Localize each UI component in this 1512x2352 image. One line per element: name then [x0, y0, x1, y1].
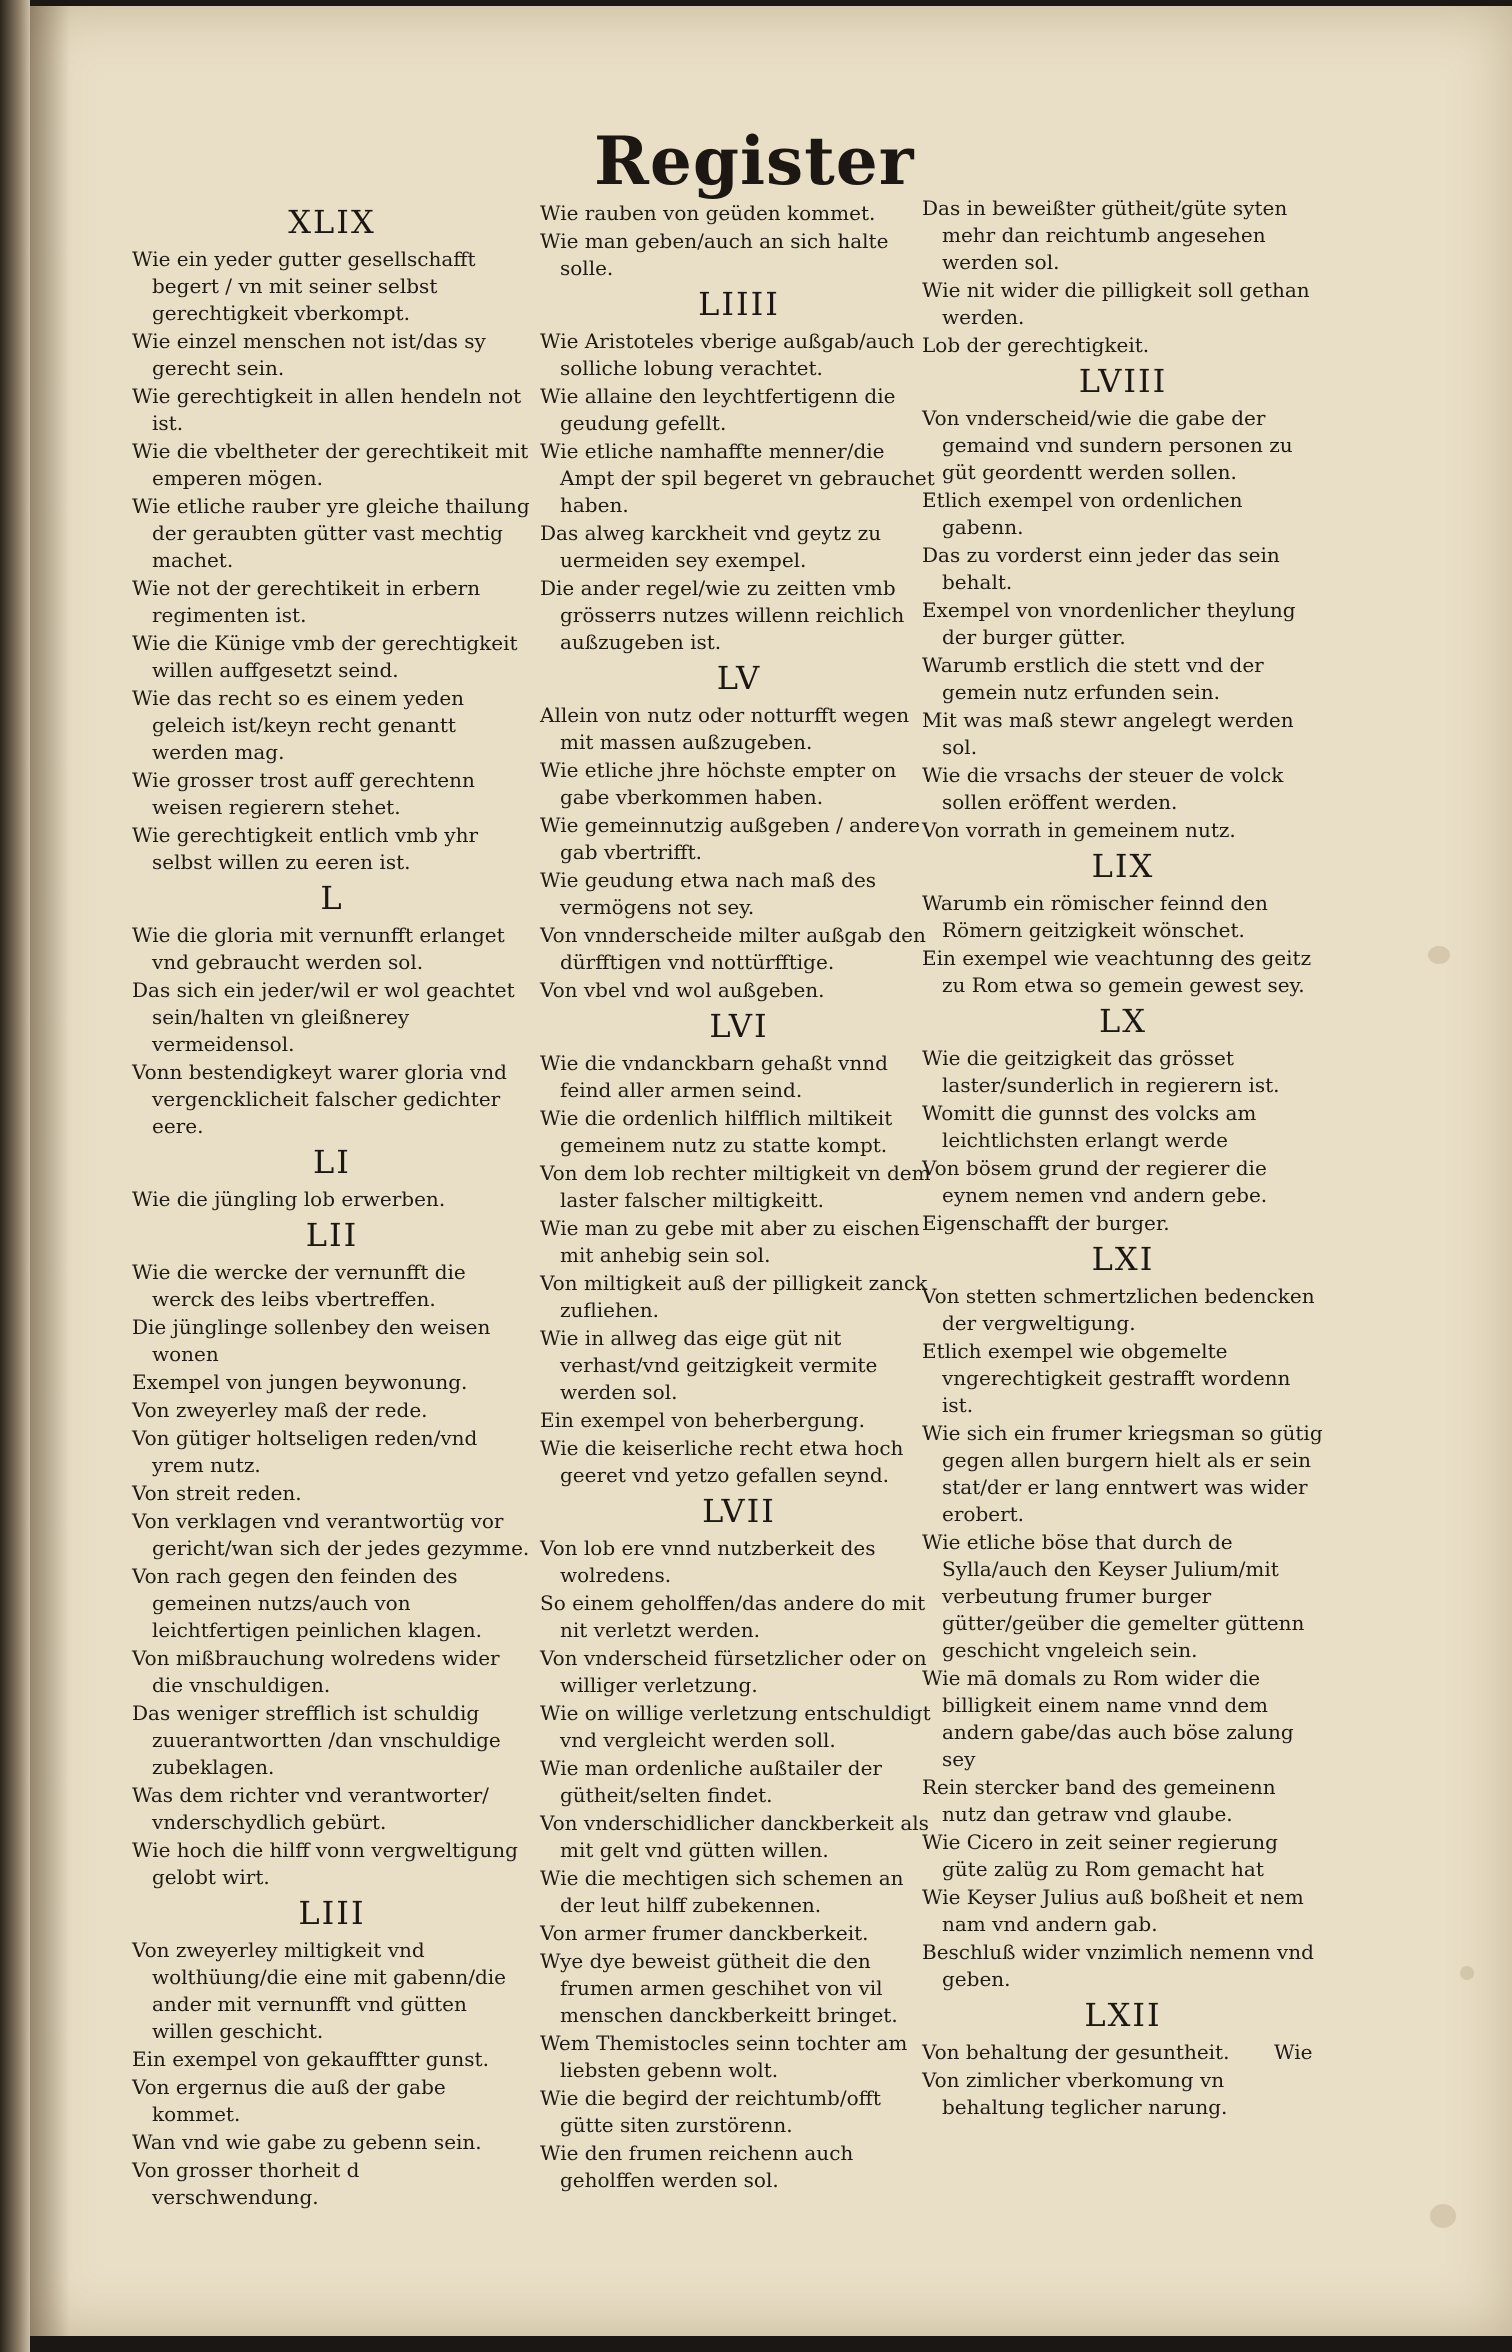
- register-entry: Von vbel vnd wol außgeben.: [540, 978, 825, 1002]
- register-entry: Wie etliche namhaffte menner/die Ampt der spil begeret vn gebrauchet haben.: [540, 439, 935, 517]
- register-entry: Wie Aristoteles vberige außgab/auch solliche lobung verachtet.: [540, 329, 915, 380]
- register-column-1: [132, 200, 532, 2212]
- chapter-heading: LX: [1098, 1002, 1148, 1040]
- chapter-heading: LIIII: [698, 285, 780, 323]
- register-entry: Wie man geben/auch an sich halte solle.: [540, 229, 889, 280]
- paper-stain: [1460, 1966, 1474, 1980]
- register-entry: Wie man ordenliche außtailer der gütheit/selten findet.: [540, 1756, 882, 1807]
- register-entry: Von zweyerley miltigkeit vnd wolthüung/die eine mit gabenn/die ander mit vernunfft vnd gütten willen geschicht.: [132, 1938, 507, 2043]
- register-entry: Wie man zu gebe mit aber zu eischen mit anhebig sein sol.: [540, 1216, 920, 1267]
- register-entry: Wie die gloria mit vernunfft erlanget vnd gebraucht werden sol.: [132, 923, 505, 974]
- register-entry: Wie in allweg das eige güt nit verhast/vnd geitzigkeit vermite werden sol.: [540, 1326, 878, 1404]
- register-entry: Etlich exempel wie obgemelte vngerechtigkeit gestrafft wordenn ist.: [922, 1339, 1291, 1417]
- register-entry: Eigenschafft der burger.: [922, 1211, 1170, 1235]
- register-entry: Warumb ein römischer feinnd den Römern geitzigkeit wönschet.: [922, 891, 1268, 942]
- book-spine-edge: [0, 0, 30, 2352]
- register-entry: Wie allaine den leychtfertigenn die geudung gefellt.: [540, 384, 896, 435]
- chapter-heading: XLIX: [288, 203, 376, 241]
- register-entry: Wie gemeinnutzig außgeben / andere gab vbertrifft.: [540, 813, 921, 864]
- chapter-heading: LV: [716, 659, 762, 697]
- register-entry: Wie die keiserliche recht etwa hoch geeret vnd yetzo gefallen seynd.: [540, 1436, 904, 1487]
- register-entry: Das in beweißter gütheit/güte syten mehr dan reichtumb angesehen werden sol.: [922, 196, 1288, 274]
- gutter-shadow: [30, 6, 70, 2336]
- register-entry: Ein exempel wie veachtunng des geitz zu Rom etwa so gemein gewest sey.: [922, 946, 1312, 997]
- register-entry: Was dem richter vnd verantworter/ vnderschydlich gebürt.: [132, 1783, 489, 1834]
- chapter-heading: LIII: [298, 1894, 366, 1932]
- register-entry: Wie die begird der reichtumb/offt gütte siten zurstörenn.: [540, 2086, 881, 2137]
- register-entry: Von grosser thorheit d verschwendung.: [132, 2158, 360, 2209]
- register-entry: Wie etliche böse that durch de Sylla/auch den Keyser Julium/mit verbeutung frumer burger gütter/geüber die gemelter güttenn geschicht vngeleich sein.: [922, 1530, 1305, 1662]
- register-entry: Wie etliche rauber yre gleiche thailung der geraubten gütter vast mechtig machet.: [132, 494, 530, 572]
- register-entry: Von vorrath in gemeinem nutz.: [922, 818, 1236, 842]
- register-entry: Das alweg karckheit vnd geytz zu uermeiden sey exempel.: [540, 521, 882, 572]
- register-entry: Von vnnderscheide milter außgab den dürfftigen vnd nottürfftige.: [540, 923, 926, 974]
- register-entry: Wie rauben von geüden kommet.: [540, 201, 876, 225]
- register-entry: Wie die Künige vmb der gerechtigkeit willen auffgesetzt seind.: [132, 631, 518, 682]
- register-entry: So einem geholffen/das andere do mit nit verletzt werden.: [540, 1591, 926, 1642]
- register-entry: Wie Cicero in zeit seiner regierung güte zalüg zu Rom gemacht hat: [922, 1830, 1278, 1881]
- register-entry: Das weniger strefflich ist schuldig zuuerantwortten /dan vnschuldige zubeklagen.: [132, 1701, 501, 1779]
- register-entry: Ein exempel von beherbergung.: [540, 1408, 865, 1432]
- register-entry: Etlich exempel von ordenlichen gabenn.: [922, 488, 1243, 539]
- register-entry: Wie grosser trost auff gerechtenn weisen regierern stehet.: [132, 768, 475, 819]
- register-entry: Von armer frumer danckberkeit.: [540, 1921, 869, 1945]
- register-entry: Wie ein yeder gutter gesellschafft begert / vn mit seiner selbst gerechtigkeit vberkompt.: [132, 247, 476, 325]
- register-entry: Exempel von vnordenlicher theylung der burger gütter.: [922, 598, 1296, 649]
- register-entry: Wie nit wider die pilligkeit soll gethan werden.: [922, 278, 1310, 329]
- register-entry: Von dem lob rechter miltigkeit vn dem laster falscher miltigkeitt.: [540, 1161, 931, 1212]
- register-entry: Von miltigkeit auß der pilligkeit zanck zufliehen.: [540, 1271, 928, 1322]
- register-entry: Wie on willige verletzung entschuldigt vnd vergleicht werden soll.: [540, 1701, 931, 1752]
- chapter-heading: LIX: [1091, 847, 1155, 885]
- register-entry: Von gütiger holtseligen reden/vnd yrem nutz.: [132, 1426, 478, 1477]
- register-entry: Wan vnd wie gabe zu gebenn sein.: [132, 2130, 482, 2154]
- paper-stain: [1430, 2204, 1456, 2228]
- register-entry: Von rach gegen den feinden des gemeinen nutzs/auch von leichtfertigen peinlichen klagen.: [132, 1564, 483, 1642]
- register-entry: Wie die mechtigen sich schemen an der leut hilff zubekennen.: [540, 1866, 904, 1917]
- register-entry: Von zimlicher vberkomung vn behaltung teglicher narung.: [922, 2068, 1228, 2119]
- page-title: Register: [594, 122, 915, 200]
- register-entry: Wie gerechtigkeit in allen hendeln not ist.: [132, 384, 522, 435]
- register-entry: Lob der gerechtigkeit.: [922, 333, 1150, 357]
- register-entry: Wie die wercke der vernunfft die werck des leibs vbertreffen.: [132, 1260, 466, 1311]
- register-entry: Wie etliche jhre höchste empter on gabe vberkommen haben.: [540, 758, 897, 809]
- register-entry: Wie gerechtigkeit entlich vmb yhr selbst willen zu eeren ist.: [132, 823, 479, 874]
- register-entry: Das sich ein jeder/wil er wol geachtet sein/halten vn gleißnerey vermeidensol.: [132, 978, 515, 1056]
- register-entry: Vonn bestendigkeyt warer gloria vnd vergencklicheit falscher gedichter eere.: [132, 1060, 507, 1138]
- register-entry: Wie die vbeltheter der gerechtikeit mit emperen mögen.: [132, 439, 529, 490]
- register-entry: Wie die jüngling lob erwerben.: [132, 1187, 446, 1211]
- register-entry: Wem Themistocles seinn tochter am liebsten gebenn wolt.: [540, 2031, 908, 2082]
- chapter-heading: LXII: [1084, 1996, 1162, 2034]
- register-entry: Von zweyerley maß der rede.: [132, 1398, 428, 1422]
- chapter-heading: LII: [305, 1216, 359, 1254]
- chapter-heading: LI: [313, 1143, 351, 1181]
- chapter-heading: LVI: [709, 1007, 769, 1045]
- catchword: Wie: [1274, 2040, 1313, 2064]
- register-entry: Wye dye beweist gütheit die den frumen armen geschihet von vil menschen danckberkeitt bringet.: [540, 1949, 898, 2027]
- register-entry: Wie sich ein frumer kriegsman so gütig gegen allen burgern hielt als er sein stat/der er lang enntwert was wider erobert.: [922, 1421, 1323, 1526]
- register-entry: Von vnderschidlicher danckberkeit als mit gelt vnd gütten willen.: [540, 1811, 929, 1862]
- register-entry: Wie die ordenlich hilfflich miltikeit gemeinem nutz zu statte kompt.: [540, 1106, 893, 1157]
- register-entry: Von vnderscheid fürsetzlicher oder on williger verletzung.: [540, 1646, 927, 1697]
- chapter-heading: LVIII: [1078, 362, 1168, 400]
- register-entry: Wie geudung etwa nach maß des vermögens not sey.: [540, 868, 877, 919]
- register-entry: Von verklagen vnd verantwortüg vor gericht/wan sich der jedes gezymme.: [132, 1509, 530, 1560]
- register-entry: Wie mā domals zu Rom wider die billigkeit einem name vnnd dem andern gabe/das auch böse zalung sey: [922, 1666, 1294, 1771]
- register-entry: Womitt die gunnst des volcks am leichtlichsten erlangt werde: [922, 1101, 1257, 1152]
- chapter-heading: LXI: [1091, 1240, 1155, 1278]
- register-entry: Wie das recht so es einem yeden geleich ist/keyn recht genantt werden mag.: [132, 686, 465, 764]
- register-entry: Warumb erstlich die stett vnd der gemein nutz erfunden sein.: [922, 653, 1264, 704]
- register-entry: Wie die vrsachs der steuer de volck sollen eröffent werden.: [922, 763, 1284, 814]
- register-entry: Von stetten schmertzlichen bedencken der vergweltigung.: [922, 1284, 1315, 1335]
- paper-stain: [1428, 946, 1450, 964]
- register-entry: Rein stercker band des gemeinenn nutz dan getraw vnd glaube.: [922, 1775, 1276, 1826]
- register-entry: Beschluß wider vnzimlich nemenn vnd geben.: [922, 1940, 1314, 1991]
- register-column-2: [540, 200, 938, 2195]
- register-entry: Von behaltung der gesuntheit.: [922, 2040, 1230, 2064]
- register-entry: Wie die geitzigkeit das grösset laster/sunderlich in regierern ist.: [922, 1046, 1280, 1097]
- register-entry: Von vnderscheid/wie die gabe der gemaind vnd sundern personen zu güt geordentt werden sollen.: [922, 406, 1293, 484]
- register-entry: Von ergernus die auß der gabe kommet.: [132, 2075, 446, 2126]
- register-entry: Von bösem grund der regierer die eynem nemen vnd andern gebe.: [922, 1156, 1268, 1207]
- register-entry: Die ander regel/wie zu zeitten vmb grösserrs nutzes willenn reichlich außzugeben ist.: [540, 576, 905, 654]
- register-entry: Von lob ere vnnd nutzberkeit des wolredens.: [540, 1536, 876, 1587]
- register-entry: Wie die vndanckbarn gehaßt vnnd feind aller armen seind.: [540, 1051, 888, 1102]
- register-entry: Allein von nutz oder notturfft wegen mit massen außzugeben.: [540, 703, 910, 754]
- register-entry: Ein exempel von gekaufftter gunst.: [132, 2047, 489, 2071]
- register-column-3: [922, 195, 1324, 2122]
- register-entry: Wie einzel menschen not ist/das sy gerecht sein.: [132, 329, 486, 380]
- register-entry: Von streit reden.: [132, 1481, 302, 1505]
- register-entry: Das zu vorderst einn jeder das sein behalt.: [922, 543, 1280, 594]
- register-entry: Wie hoch die hilff vonn vergweltigung gelobt wirt.: [132, 1838, 518, 1889]
- register-entry: Mit was maß stewr angelegt werden sol.: [922, 708, 1294, 759]
- chapter-heading: L: [320, 879, 344, 917]
- register-entry: Wie Keyser Julius auß boßheit et nem nam vnd andern gab.: [922, 1885, 1304, 1936]
- register-entry: Exempel von jungen beywonung.: [132, 1370, 468, 1394]
- register-entry: Wie den frumen reichenn auch geholffen werden sol.: [540, 2141, 854, 2192]
- register-entry: Die jünglinge sollenbey den weisen wonen: [132, 1315, 491, 1366]
- register-entry: Wie not der gerechtikeit in erbern regimenten ist.: [132, 576, 481, 627]
- chapter-heading: LVII: [702, 1492, 776, 1530]
- register-entry: Von mißbrauchung wolredens wider die vnschuldigen.: [132, 1646, 500, 1697]
